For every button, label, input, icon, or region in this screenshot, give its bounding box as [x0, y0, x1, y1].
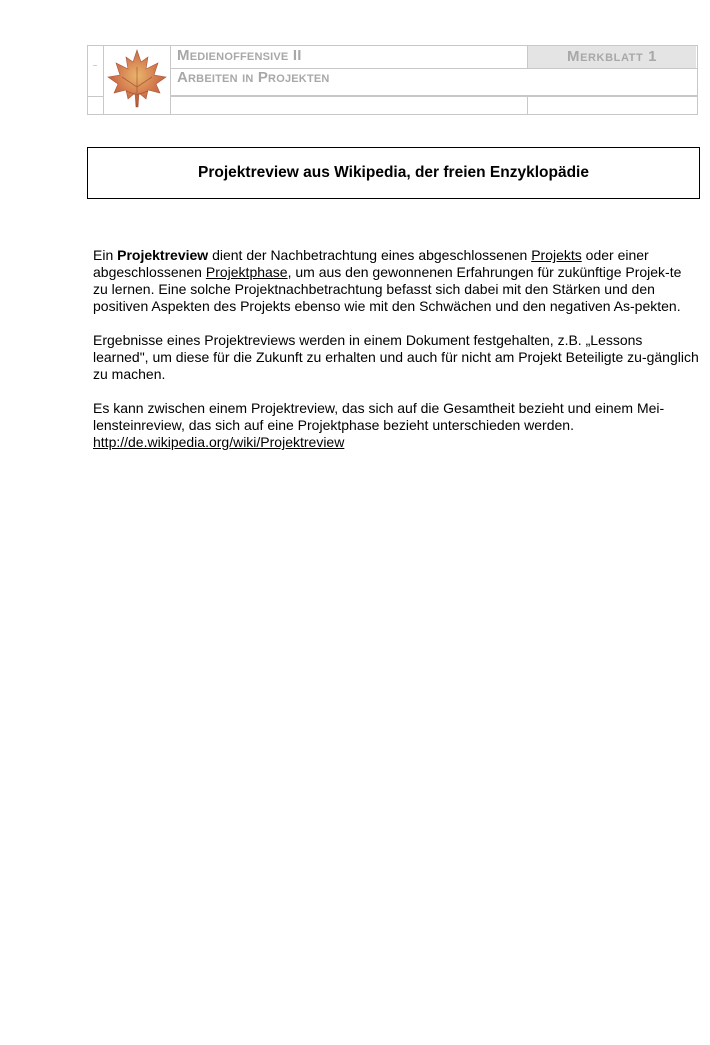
- header-title-line1: Medienoffensive II: [177, 47, 302, 64]
- header-divider: [170, 45, 171, 115]
- sheet-label: Merkblatt 1: [528, 46, 696, 68]
- p1-text-c: oder einer abgeschlossenen: [93, 247, 649, 280]
- header-small-mark: _: [93, 59, 97, 66]
- header-rule: [170, 95, 697, 97]
- p1-text-a: Ein: [93, 247, 118, 263]
- p1-bold-term: Projektreview: [117, 247, 209, 263]
- document-header: [87, 45, 698, 115]
- header-rule: [87, 96, 104, 97]
- document-title: Projektreview aus Wikipedia, der freien Enzyklopädie: [198, 164, 589, 181]
- paragraph-1: [93, 247, 699, 315]
- document-body: [93, 247, 699, 451]
- header-title-line2: Arbeiten in Projekten: [177, 69, 330, 86]
- paragraph-2: Ergebnisse eines Projektreviews werden in einem Dokument festgehalten, z.B. „Lessons learned", um diese für die Zukunft zu erhalten und auch für nicht am Projekt Beteiligte zu-gänglich zu machen.: [93, 332, 699, 382]
- link-projekts[interactable]: Projekts: [531, 247, 582, 263]
- link-projektphase[interactable]: Projektphase: [205, 264, 288, 280]
- p1-text-d: , um aus den gewonnenen Erfahrungen für zukünftige Projek-te zu lernen. Eine solche Projektnachbetrachtung befasst sich dabei mit den Stärken und den positiven Aspekten des Projekts ebenso wie mit den Schwächen und den negativen As-pekten.: [93, 264, 682, 314]
- maple-leaf-logo: [104, 47, 170, 113]
- source-link[interactable]: http://de.wikipedia.org/wiki/Projektreview: [93, 434, 345, 450]
- paragraph-3: Es kann zwischen einem Projektreview, das sich auf die Gesamtheit bezieht und einem Mei-lensteinreview, das sich auf eine Projektphase bezieht unterschieden werden.: [93, 400, 665, 433]
- header-divider: [527, 96, 528, 115]
- document-title-box: [87, 147, 700, 199]
- p1-text-b: dient der Nachbetrachtung eines abgeschlossenen: [208, 247, 532, 263]
